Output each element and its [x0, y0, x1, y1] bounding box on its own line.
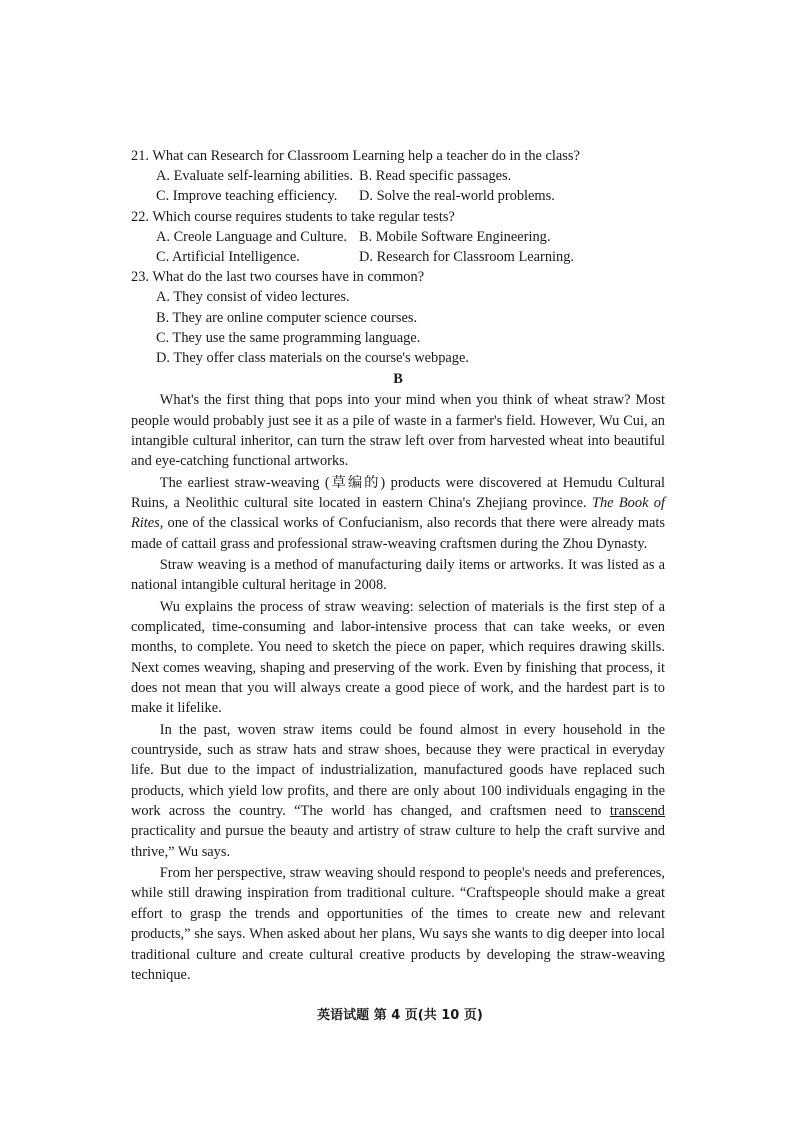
section-heading: B — [393, 371, 403, 388]
option-a: A. Evaluate self-learning abilities. — [156, 168, 353, 185]
passage-b — [131, 390, 665, 985]
paragraph-6: From her perspective, straw weaving should respond to people's needs and preferences, while still drawing inspiration from traditional culture. “Craftspeople should make a great effort to grasp the trends and opportunities of the times to create new and relevant products,” she says. When asked about her plans, Wu says she wants to dig deeper into local traditional culture and create cultural creative products by developing the straw-weaving technique. — [131, 865, 665, 983]
question-21 — [131, 146, 665, 207]
option-b: B. Mobile Software Engineering. — [359, 228, 551, 245]
paragraph-5 — [131, 720, 665, 862]
paragraph-5-text-b: practicality and pursue the beauty and artistry of straw culture to help the craft survive and thrive,” Wu says. — [131, 823, 665, 860]
paragraph-2-text-b: , one of the classical works of Confucianism, also records that there were already mats made of cattail grass and professional straw-weaving craftsmen during the Zhou Dynasty. — [131, 515, 665, 552]
option-c: C. They use the same programming language. — [156, 329, 421, 346]
option-a: A. They consist of video lectures. — [156, 289, 350, 306]
option-d: D. They offer class materials on the course's webpage. — [156, 350, 469, 367]
option-a: A. Creole Language and Culture. — [156, 228, 348, 245]
question-23 — [131, 267, 665, 368]
option-d: D. Research for Classroom Learning. — [359, 249, 574, 266]
question-stem: 22. Which course requires students to take regular tests? — [131, 208, 455, 225]
option-row — [131, 247, 665, 267]
option-row — [131, 227, 665, 247]
book-title: The Book of Rites — [131, 494, 665, 532]
paragraph-3: Straw weaving is a method of manufacturing daily items or artworks. It was listed as a national intangible cultural heritage in 2008. — [131, 556, 665, 594]
question-stem: 21. What can Research for Classroom Learning help a teacher do in the class? — [131, 148, 580, 164]
option-b: B. They are online computer science courses. — [156, 309, 418, 326]
paragraph-2 — [131, 473, 665, 554]
option-c: C. Artificial Intelligence. — [156, 249, 300, 266]
paragraph-4: Wu explains the process of straw weaving: selection of materials is the first step of a complicated, time-consuming and labor-intensive process that can take weeks, or even months, to complete. You need to sketch the piece on paper, which requires drawing skills. Next comes weaving, shaping and preserving of the work. Even by finishing that process, it does not mean that you will always create a good piece of work, and the hardest part is to make it lifelike. — [131, 598, 665, 717]
option-d: D. Solve the real-world problems. — [359, 188, 555, 205]
option-b: B. Read specific passages. — [359, 168, 512, 185]
page-content — [131, 146, 665, 985]
paragraph-5-text-a: In the past, woven straw items could be found almost in every household in the countryside, such as straw hats and straw shoes, because they were practical in everyday life. But due to the impact of industrialization, manufactured goods have replaced such products, which yield low profits, and there are only about 100 individuals engaging in the work across the country. “The world has changed, and craftsmen need to — [131, 721, 665, 820]
underlined-word: transcend — [609, 803, 665, 820]
option-row — [131, 186, 665, 206]
option-row — [131, 166, 665, 186]
paragraph-2-text-a: The earliest straw-weaving (草编的) products were discovered at Hemudu Cultural Ruins, a Neolithic cultural site located in eastern China's Zhejiang province. — [131, 474, 665, 511]
page-footer: 英语试题 第 4 页(共 10 页) — [317, 1008, 483, 1023]
option-c: C. Improve teaching efficiency. — [156, 188, 338, 205]
question-stem: 23. What do the last two courses have in common? — [131, 269, 425, 286]
paragraph-1: What's the first thing that pops into your mind when you think of wheat straw? Most people would probably just see it as a pile of waste in a farmer's field. However, Wu Cui, an intangible cultural inheritor, can turn the straw left over from harvested wheat into beautiful and eye-catching functional artworks. — [131, 392, 665, 470]
question-22 — [131, 207, 665, 268]
